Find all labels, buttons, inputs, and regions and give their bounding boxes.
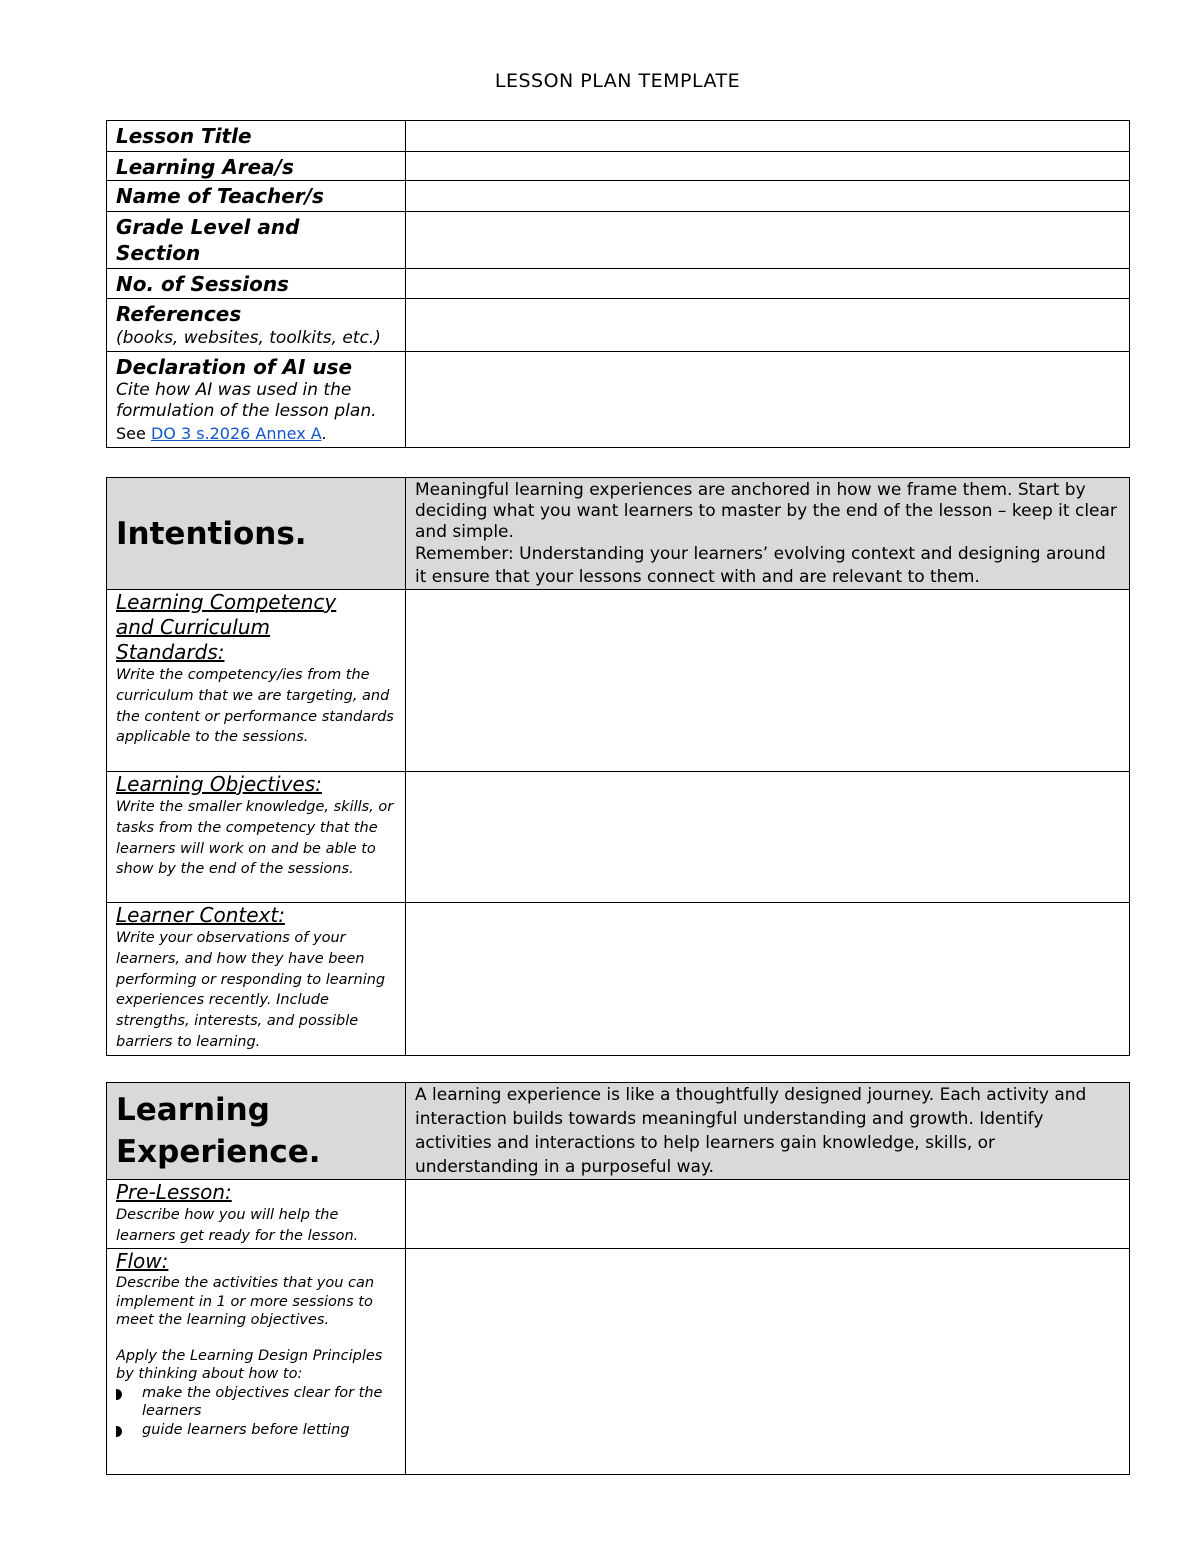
design-principles-list [116, 1384, 396, 1440]
ai-declaration-cell [107, 352, 406, 448]
competency-row [107, 590, 1130, 772]
competency-cell [107, 590, 406, 772]
learning-experience-table [106, 1082, 1130, 1475]
objectives-row [107, 772, 1130, 903]
lesson-title-label: Lesson Title [107, 121, 406, 152]
objectives-field[interactable] [406, 772, 1130, 903]
flow-row [107, 1249, 1130, 1475]
learner-context-cell [107, 903, 406, 1056]
flow-note-1: Describe the activities that you can implement in 1 or more sessions to meet the learning objectives. [116, 1275, 375, 1328]
flow-cell [107, 1249, 406, 1475]
pre-lesson-cell [107, 1180, 406, 1249]
intentions-description [406, 478, 1130, 590]
flow-field[interactable] [406, 1249, 1130, 1475]
learner-context-note: Write your observations of your learners, and how they have been performing or responding to learning experiences recently. Include strengths, interests, and possible barriers to learning. [116, 930, 386, 1050]
sessions-label: No. of Sessions [107, 269, 406, 299]
competency-label: Learning Competency and Curriculum Standards: [116, 590, 337, 664]
row-ai-declaration [107, 352, 1130, 448]
document-title: LESSON PLAN TEMPLATE [494, 70, 741, 92]
flow-label: Flow: [116, 1249, 169, 1273]
list-item-text: make the objectives clear for the learners [142, 1384, 383, 1419]
objectives-label: Learning Objectives: [116, 772, 322, 796]
row-references [107, 299, 1130, 352]
list-item [116, 1384, 396, 1421]
references-field[interactable] [406, 299, 1130, 352]
row-lesson-title [107, 121, 1130, 152]
learning-area-field[interactable] [406, 152, 1130, 181]
teacher-name-field[interactable] [406, 181, 1130, 212]
competency-note: Write the competency/ies from the curriculum that we are targeting, and the content or performance standards applicable to the sessions. [116, 667, 394, 746]
learning-experience-title-line1: Learning [116, 1092, 270, 1128]
references-note: (books, websites, toolkits, etc.) [116, 328, 381, 348]
learning-experience-description: A learning experience is like a thoughtfully designed journey. Each activity and interaction builds towards meaningful understanding and growth. Identify activities and interactions to help learners gain knowledge, skills, or understanding in a purposeful way. [406, 1083, 1130, 1180]
lesson-info-table [106, 120, 1130, 448]
objectives-note: Write the smaller knowledge, skills, or tasks from the competency that the learners will work on and be able to show by the end of the sessions. [116, 799, 394, 878]
learning-experience-title [107, 1083, 406, 1180]
ai-declaration-note: Cite how AI was used in the formulation of the lesson plan. [116, 380, 377, 421]
intentions-table [106, 477, 1130, 1056]
ai-declaration-field[interactable] [406, 352, 1130, 448]
bullet-icon [116, 1426, 122, 1437]
ai-see-text: See [116, 424, 151, 443]
learning-experience-header-row [107, 1083, 1130, 1180]
competency-field[interactable] [406, 590, 1130, 772]
pre-lesson-label: Pre-Lesson: [116, 1180, 232, 1204]
sessions-field[interactable] [406, 269, 1130, 299]
row-learning-area [107, 152, 1130, 181]
pre-lesson-field[interactable] [406, 1180, 1130, 1249]
ai-see-period: . [321, 424, 327, 443]
pre-lesson-note: Describe how you will help the learners get ready for the lesson. [116, 1207, 359, 1244]
learning-experience-title-line2: Experience. [116, 1134, 321, 1170]
objectives-cell [107, 772, 406, 903]
annex-link[interactable]: DO 3 s.2026 Annex A [150, 424, 322, 443]
grade-level-label-text: Grade Level and Section [116, 215, 300, 265]
learner-context-label: Learner Context: [116, 903, 285, 927]
learner-context-field[interactable] [406, 903, 1130, 1056]
intentions-header-row [107, 478, 1130, 590]
list-item [116, 1421, 396, 1440]
teacher-name-label: Name of Teacher/s [107, 181, 406, 212]
pre-lesson-row [107, 1180, 1130, 1249]
intentions-title: Intentions. [107, 478, 406, 590]
lesson-title-field[interactable] [406, 121, 1130, 152]
learner-context-row [107, 903, 1130, 1056]
row-grade-level [107, 212, 1130, 269]
references-cell [107, 299, 406, 352]
list-item-text: guide learners before letting [142, 1421, 350, 1438]
grade-level-label [107, 212, 406, 269]
row-teacher-name [107, 181, 1130, 212]
intentions-desc-1: Meaningful learning experiences are anchored in how we frame them. Start by deciding what you want learners to master by the end of the lesson – keep it clear and simple. [415, 480, 1117, 542]
row-sessions [107, 269, 1130, 299]
bullet-icon [116, 1389, 122, 1400]
ai-see-line [116, 422, 396, 446]
ai-declaration-label: Declaration of AI use [116, 355, 353, 379]
learning-area-label: Learning Area/s [107, 152, 406, 181]
grade-level-field[interactable] [406, 212, 1130, 269]
flow-content [116, 1249, 396, 1473]
flow-note-2: Apply the Learning Design Principles by thinking about how to: [116, 1347, 383, 1382]
references-label: References [116, 302, 242, 326]
intentions-desc-2: Remember: Understanding your learners’ evolving context and designing around it ensure that your lessons connect with and are relevant to them. [415, 544, 1106, 587]
